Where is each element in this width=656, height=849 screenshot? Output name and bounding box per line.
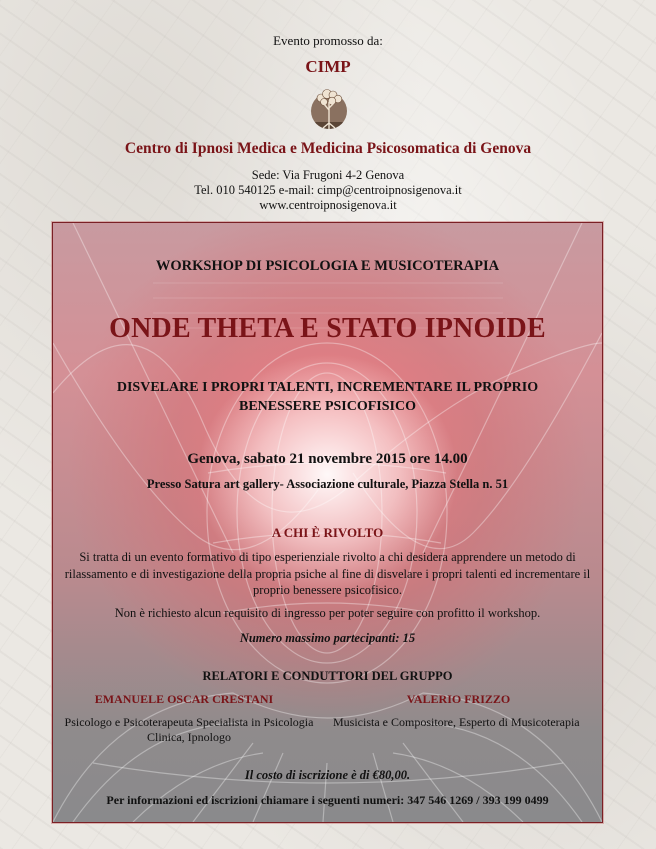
org-full-name: Centro di Ipnosi Medica e Medicina Psicosomatica di Genova	[124, 140, 532, 157]
address-text: Sede: Via Frugoni 4-2 Genova	[251, 168, 405, 182]
audience-heading: A CHI È RIVOLTO	[271, 525, 384, 540]
subtitle-line-1: DISVELARE I PROPRI TALENTI, INCREMENTARE IL PROPRIO	[116, 380, 539, 395]
promoted-by-label: Evento promosso da:	[273, 33, 383, 48]
event-subtitle	[53, 378, 602, 416]
contact-phone-info: Per informazioni ed iscrizioni chiamare i seguenti numeri: 347 546 1269 / 393 199 0499	[106, 793, 549, 807]
workshop-label: WORKSHOP DI PSICOLOGIA E MUSICOTERAPIA	[155, 258, 500, 274]
requirements-text: Non è richiesto alcun requisito di ingresso per poter seguire con profitto il workshop.	[114, 606, 541, 620]
website-link[interactable]: www.centroipnosigenova.it	[259, 198, 397, 212]
tree-roots-logo-icon	[304, 84, 354, 134]
contact-block	[0, 168, 656, 213]
speaker-2-role: Musicista e Compositore, Esperto di Musicoterapia	[333, 715, 580, 729]
speaker-1-role: Psicologo e Psicoterapeuta Specialista in Psicologia Clinica, Ipnologo	[64, 715, 314, 744]
max-participants: Numero massimo partecipanti: 15	[239, 631, 416, 645]
event-title: ONDE THETA E STATO IPNOIDE	[109, 313, 546, 344]
speaker-1-name: EMANUELE OSCAR CRESTANI	[94, 692, 274, 706]
subtitle-line-2: BENESSERE PSICOFISICO	[238, 399, 416, 414]
speakers-heading: RELATORI E CONDUTTORI DEL GRUPPO	[202, 669, 453, 683]
event-venue: Presso Satura art gallery- Associazione culturale, Piazza Stella n. 51	[146, 477, 509, 491]
event-description: Si tratta di un evento formativo di tipo esperienziale rivolto a chi desidera apprendere un metodo di rilassamento e di investigazione della propria psiche al fine di disvelare i propri talenti ed incrementare il proprio benessere psicofisico.	[64, 550, 591, 597]
phone-email-text: Tel. 010 540125 e-mail: cimp@centroipnosigenova.it	[194, 183, 462, 197]
event-panel	[52, 222, 603, 823]
org-acronym: CIMP	[305, 57, 351, 76]
speaker-2-name: VALERIO FRIZZO	[406, 692, 511, 706]
registration-cost: Il costo di iscrizione è di €80,00.	[244, 768, 411, 782]
event-date: Genova, sabato 21 novembre 2015 ore 14.00	[187, 451, 468, 467]
